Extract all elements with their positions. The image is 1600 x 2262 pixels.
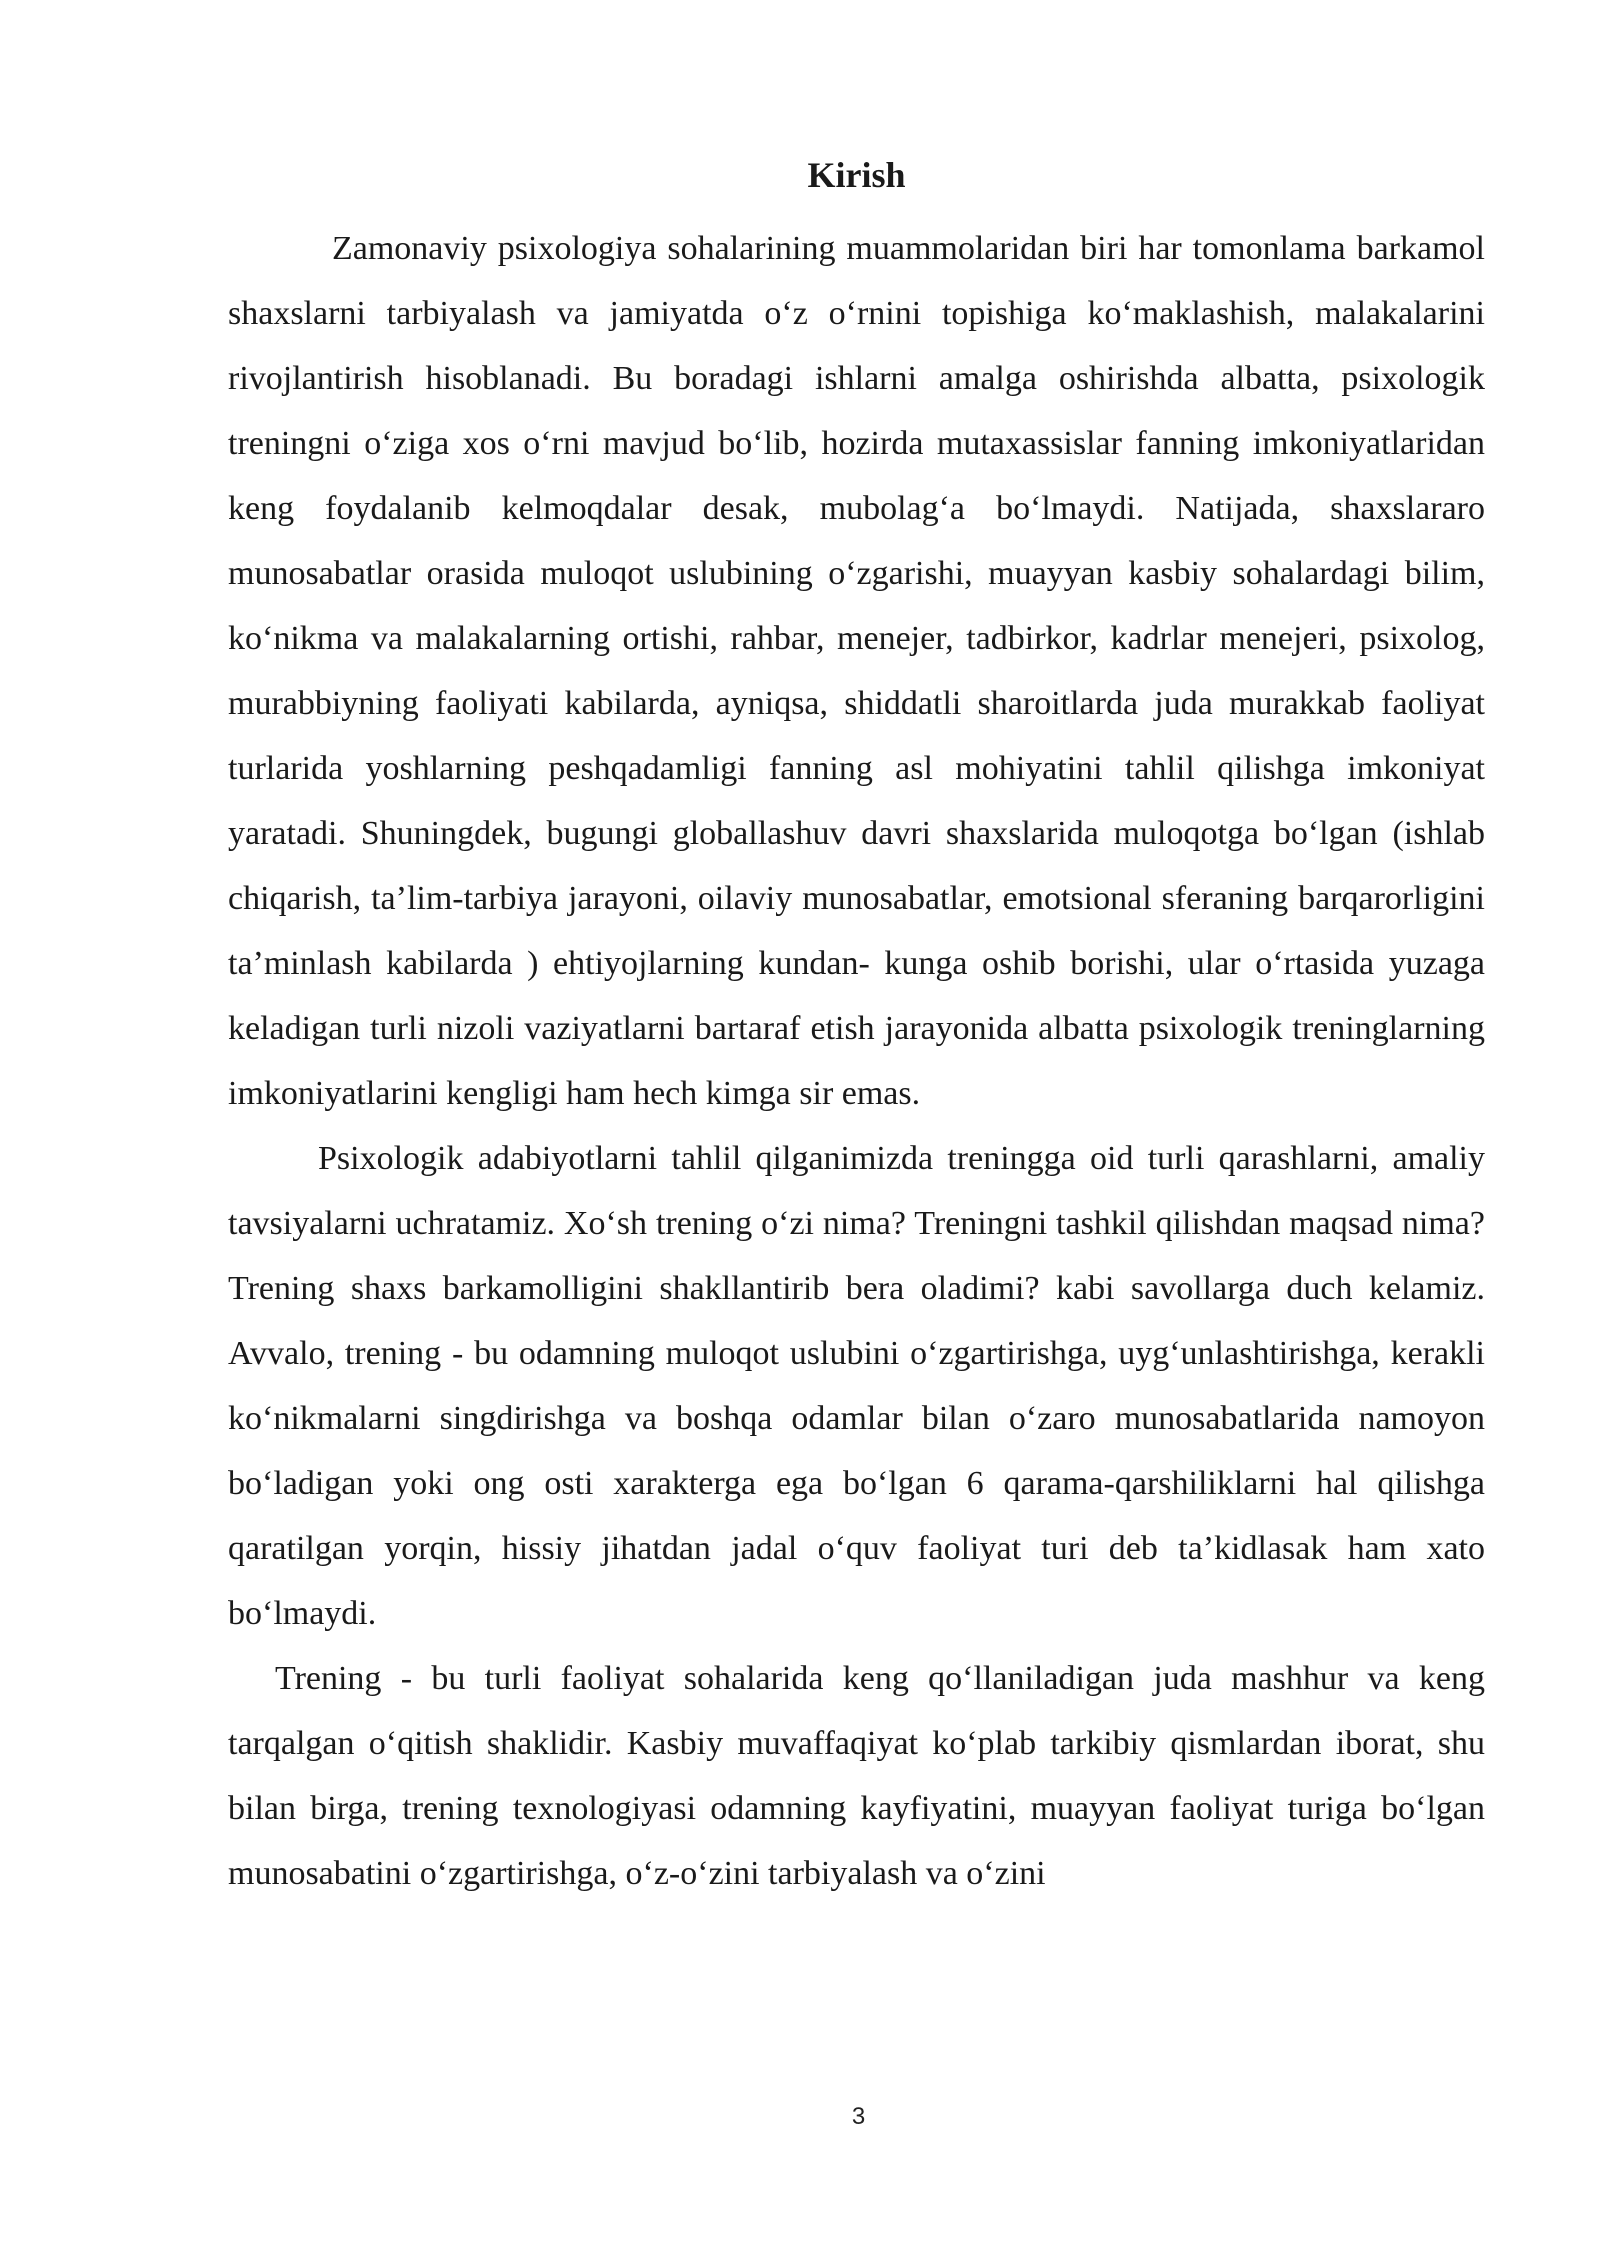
- paragraph-3: Trening - bu turli faoliyat sohalarida keng qo‘llaniladigan juda mashhur va keng tarqalgan o‘qitish shaklidir. Kasbiy muvaffaqiyat ko‘plab tarkibiy qismlardan iborat, shu bilan birga, trening texnologiyasi odamning kayfiyatini, muayyan faoliyat turiga bo‘lgan munosabatini o‘zgartirishga, o‘z-o‘zini tarbiyalash va o‘zini: [228, 1660, 1485, 1892]
- paragraph-2: Psixologik adabiyotlarni tahlil qilganimizda treningga oid turli qarashlarni, amaliy tavsiyalarni uchratamiz. Xo‘sh trening o‘zi nima? Treningni tashkil qilishdan maqsad nima? Trening shaxs barkamolligini shakllantirib bera oladimi? kabi savollarga duch kelamiz. Avvalo, trening - bu odamning muloqot uslubini o‘zgartirishga, uyg‘unlashtirishga, kerakli ko‘nikmalarni singdirishga va boshqa odamlar bilan o‘zaro munosabatlarida namoyon bo‘ladigan yoki ong osti xarakterga ega bo‘lgan 6 qarama-qarshiliklarni hal qilishga qaratilgan yorqin, hissiy jihatdan jadal o‘quv faoliyat turi deb ta’kidlasak ham xato bo‘lmaydi.: [228, 1140, 1485, 1632]
- page-content: [228, 150, 1485, 1906]
- section-heading: Kirish: [807, 155, 906, 195]
- paragraph-1: Zamonaviy psixologiya sohalarining muammolaridan biri har tomonlama barkamol shaxslarni tarbiyalash va jamiyatda o‘z o‘rnini topishiga ko‘maklashish, malakalarini rivojlantirish hisoblanadi. Bu boradagi ishlarni amalga oshirishda albatta, psixologik treningni o‘ziga xos o‘rni mavjud bo‘lib, hozirda mutaxassislar fanning imkoniyatlaridan keng foydalanib kelmoqdalar desak, mubolag‘a bo‘lmaydi. Natijada, shaxslararo munosabatlar orasida muloqot uslubining o‘zgarishi, muayyan kasbiy sohalardagi bilim, ko‘nikma va malakalarning ortishi, rahbar, menejer, tadbirkor, kadrlar menejeri, psixolog, murabbiyning faoliyati kabilarda, ayniqsa, shiddatli sharoitlarda juda murakkab faoliyat turlarida yoshlarning peshqadamligi fanning asl mohiyatini tahlil qilishga imkoniyat yaratadi. Shuningdek, bugungi globallashuv davri shaxslarida muloqotga bo‘lgan (ishlab chiqarish, ta’lim-tarbiya jarayoni, oilaviy munosabatlar, emotsional sferaning barqarorligini ta’minlash kabilarda ) ehtiyojlarning kundan- kunga oshib borishi, ular o‘rtasida yuzaga keladigan turli nizoli vaziyatlarni bartaraf etish jarayonida albatta psixologik treninglarning imkoniyatlarini kengligi ham hech kimga sir emas.: [228, 230, 1485, 1112]
- page-number: 3: [851, 2103, 866, 2130]
